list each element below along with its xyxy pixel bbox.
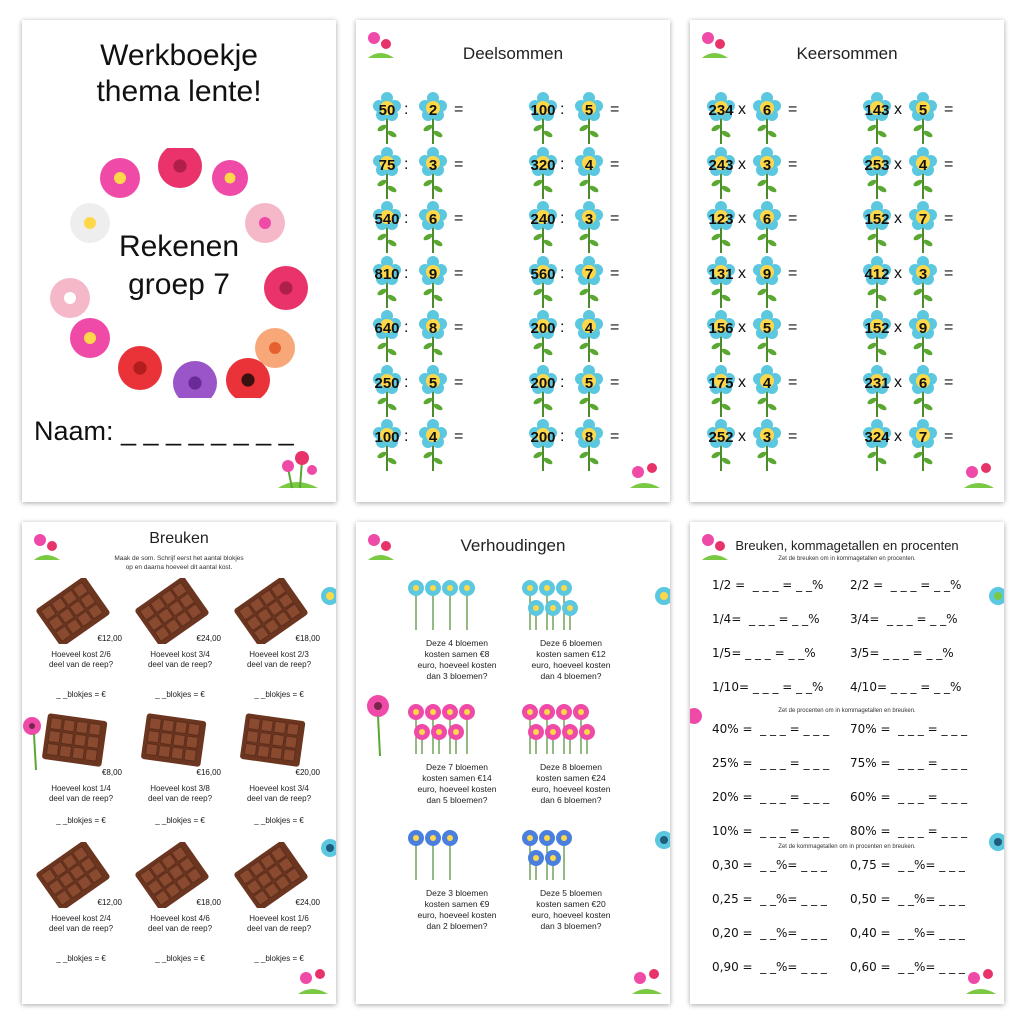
question-line: Deze 8 bloemen	[540, 762, 602, 772]
operand-2: 7	[918, 429, 928, 446]
operator-symbol: x	[894, 155, 902, 173]
equals-symbol: =	[944, 101, 954, 118]
operand-2: 4	[428, 429, 438, 446]
question-line1: Hoeveel kost 1/6	[249, 914, 309, 923]
sum-row	[520, 306, 660, 362]
bar-price: €24,00	[295, 898, 320, 907]
chocolate-exercise	[36, 578, 126, 708]
sum-row	[520, 252, 660, 308]
flower-group-icon	[402, 702, 512, 758]
equals-symbol: =	[454, 264, 464, 282]
conversion-row[interactable]: 1/5= _ _ _ = _ _%	[712, 646, 816, 660]
equals-symbol: =	[944, 155, 954, 173]
operator-symbol: :	[404, 210, 409, 227]
question-line: kosten samen €12	[536, 649, 606, 659]
equals-symbol: =	[788, 319, 798, 336]
operator-symbol: :	[404, 155, 409, 173]
operand-1: 200	[530, 374, 556, 392]
operand-2: 5	[762, 320, 772, 337]
chocolate-exercise	[234, 842, 324, 972]
question-text	[234, 650, 324, 670]
operator-symbol: x	[894, 264, 902, 282]
corner-flowers-icon	[294, 966, 330, 996]
operator-symbol: :	[404, 101, 409, 118]
operand-1: 240	[530, 211, 556, 228]
conversion-row[interactable]: 0,60 = _ _%= _ _ _	[850, 960, 965, 974]
conversion-row[interactable]: 4/10= _ _ _ = _ _%	[850, 680, 962, 694]
operator-symbol: :	[560, 264, 565, 282]
question-line: kosten samen €9	[424, 899, 490, 909]
question-text	[135, 650, 225, 670]
operand-1: 123	[708, 211, 734, 228]
flower-group-icon	[516, 828, 626, 884]
conversion-row[interactable]: 0,40 = _ _%= _ _ _	[850, 926, 965, 940]
operand-1: 412	[864, 265, 890, 283]
question-line: euro, hoeveel kosten	[417, 660, 497, 670]
question-line2: deel van de reep?	[147, 924, 213, 933]
operator-symbol: x	[738, 101, 746, 118]
answer-line[interactable]: _ _blokjes = €	[254, 954, 304, 963]
conversion-row[interactable]: 25% = _ _ _ = _ _ _	[712, 756, 830, 770]
naam-line: Naam: _ _ _ _ _ _ _ _	[34, 416, 294, 446]
operator-symbol: :	[560, 319, 565, 336]
chocolate-exercise	[36, 712, 126, 842]
flower-group-icon	[516, 578, 626, 634]
equals-symbol: =	[944, 428, 954, 445]
operand-2: 6	[762, 102, 772, 119]
flower-group-icon	[402, 578, 512, 634]
question-line1: Hoeveel kost 1/4	[51, 784, 111, 793]
operand-1: 231	[864, 374, 890, 392]
procenten-page	[690, 522, 1004, 1004]
operand-2: 8	[428, 320, 438, 337]
question-line: euro, hoeveel kosten	[531, 660, 611, 670]
side-flower-icon	[22, 712, 46, 772]
sum-row	[364, 143, 504, 199]
question-line: euro, hoeveel kosten	[417, 910, 497, 920]
conversion-row[interactable]: 0,30 = _ _%= _ _ _	[712, 858, 827, 872]
bar-price: €20,00	[295, 768, 320, 777]
operand-2: 4	[918, 156, 928, 174]
cover-page	[22, 20, 336, 502]
operator-symbol: x	[738, 155, 746, 173]
question-line: euro, hoeveel kosten	[417, 784, 497, 794]
side-flower-icon	[646, 826, 670, 862]
question-text	[36, 784, 126, 804]
question-line1: Hoeveel kost 4/6	[150, 914, 210, 923]
operand-2: 4	[584, 156, 594, 174]
question-line2: deel van de reep?	[48, 660, 114, 669]
equals-symbol: =	[610, 155, 620, 173]
operand-2: 7	[918, 211, 928, 228]
operand-1: 810	[374, 265, 400, 283]
instruction-line2: op en daarna hoeveel dit aantal kost.	[125, 564, 233, 571]
operator-symbol: :	[404, 264, 409, 282]
sum-row	[364, 361, 504, 417]
conversion-row[interactable]: 70% = _ _ _ = _ _ _	[850, 722, 968, 736]
operand-1: 320	[530, 156, 556, 174]
question-text	[402, 888, 512, 932]
operator-symbol: :	[404, 428, 409, 445]
equals-symbol: =	[454, 101, 464, 118]
ratio-exercise	[516, 702, 626, 822]
operator-symbol: x	[894, 373, 902, 391]
bar-price: €12,00	[97, 898, 122, 907]
operand-1: 324	[864, 429, 890, 446]
conversion-row[interactable]: 0,75 = _ _%= _ _ _	[850, 858, 965, 872]
conversion-row[interactable]: 0,25 = _ _%= _ _ _	[712, 892, 827, 906]
question-line1: Hoeveel kost 3/8	[150, 784, 210, 793]
question-line: Deze 3 bloemen	[426, 888, 488, 898]
operand-1: 200	[530, 429, 556, 446]
operand-2: 3	[918, 265, 928, 283]
operand-2: 3	[584, 211, 594, 228]
question-line2: deel van de reep?	[246, 794, 312, 803]
equals-symbol: =	[944, 264, 954, 282]
answer-line[interactable]: _ _blokjes = €	[254, 690, 304, 699]
chocolate-exercise	[135, 578, 225, 708]
sum-row	[698, 88, 838, 144]
operator-symbol: :	[404, 373, 409, 391]
equals-symbol: =	[788, 101, 798, 118]
operator-symbol: :	[560, 101, 565, 118]
question-text	[516, 762, 626, 806]
ratio-exercise	[402, 828, 512, 948]
operand-2: 6	[918, 374, 928, 392]
conversion-row[interactable]: 3/5= _ _ _ = _ _%	[850, 646, 954, 660]
sum-row	[364, 88, 504, 144]
equals-symbol: =	[454, 155, 464, 173]
cover-title-line2: thema lente!	[96, 75, 262, 108]
conversion-row[interactable]: 20% = _ _ _ = _ _ _	[712, 790, 830, 804]
section-instruction-3: Zet de kommagetallen om in procenten en breuken.	[778, 844, 916, 850]
flower-group-icon	[516, 702, 626, 758]
conversion-row[interactable]: 75% = _ _ _ = _ _ _	[850, 756, 968, 770]
operand-2: 9	[428, 265, 438, 283]
operand-1: 156	[708, 320, 734, 337]
question-line2: deel van de reep?	[246, 660, 312, 669]
conversion-row[interactable]: 0,20 = _ _%= _ _ _	[712, 926, 827, 940]
sum-row	[698, 415, 838, 471]
operator-symbol: :	[404, 319, 409, 336]
equals-symbol: =	[610, 210, 620, 227]
operand-1: 50	[378, 102, 396, 119]
answer-line[interactable]: _ _blokjes = €	[254, 816, 304, 825]
operand-2: 6	[762, 211, 772, 228]
ratio-exercise	[402, 578, 512, 698]
conversion-row[interactable]: 80% = _ _ _ = _ _ _	[850, 824, 968, 838]
page-title: Breuken, kommagetallen en procenten	[735, 538, 959, 553]
equals-symbol: =	[610, 101, 620, 118]
operator-symbol: :	[560, 428, 565, 445]
question-line: kosten samen €8	[424, 649, 490, 659]
side-flower-icon	[646, 582, 670, 618]
equals-symbol: =	[454, 210, 464, 227]
cover-subtitle	[22, 228, 336, 304]
question-text	[36, 650, 126, 670]
operand-2: 9	[918, 320, 928, 337]
question-line2: deel van de reep?	[147, 794, 213, 803]
conversion-row[interactable]: 0,50 = _ _%= _ _ _	[850, 892, 965, 906]
operator-symbol: x	[738, 319, 746, 336]
conversion-row[interactable]: 2/2 = _ _ _ = _ _%	[850, 578, 962, 592]
question-text	[36, 914, 126, 934]
operator-symbol: :	[560, 210, 565, 227]
operand-2: 5	[584, 102, 594, 119]
side-flower-icon	[312, 834, 336, 864]
operand-1: 540	[374, 211, 400, 228]
sum-row	[854, 306, 994, 362]
operand-1: 152	[864, 211, 890, 228]
operand-2: 6	[428, 211, 438, 228]
equals-symbol: =	[610, 319, 620, 336]
ratio-exercise	[516, 578, 626, 698]
answer-line[interactable]: _ _blokjes = €	[56, 954, 106, 963]
question-text	[402, 638, 512, 682]
equals-symbol: =	[610, 428, 620, 445]
conversion-row[interactable]: 1/4= _ _ _ = _ _%	[712, 612, 820, 626]
question-line: kosten samen €20	[536, 899, 606, 909]
ratio-exercise	[402, 702, 512, 822]
cover-title-line1: Werkboekje	[100, 39, 258, 72]
sum-row	[854, 143, 994, 199]
sum-row	[520, 88, 660, 144]
sum-row	[698, 143, 838, 199]
operand-1: 234	[708, 102, 734, 119]
sum-row	[520, 143, 660, 199]
conversion-row[interactable]: 0,90 = _ _%= _ _ _	[712, 960, 827, 974]
page-title: Keersommen	[796, 44, 898, 63]
conversion-row[interactable]: 10% = _ _ _ = _ _ _	[712, 824, 830, 838]
operand-2: 4	[584, 320, 594, 337]
side-flower-icon	[980, 582, 1004, 618]
operator-symbol: x	[738, 428, 746, 445]
sum-row	[698, 197, 838, 253]
operand-2: 5	[584, 374, 594, 392]
equals-symbol: =	[944, 210, 954, 227]
question-text	[516, 888, 626, 932]
question-text	[516, 638, 626, 682]
operator-symbol: x	[738, 264, 746, 282]
operand-1: 253	[864, 156, 890, 174]
question-line2: deel van de reep?	[48, 924, 114, 933]
operand-2: 3	[762, 156, 772, 174]
operand-2: 2	[428, 102, 438, 119]
answer-line[interactable]: _ _blokjes = €	[56, 816, 106, 825]
question-line2: deel van de reep?	[48, 794, 114, 803]
chocolate-exercise	[135, 712, 225, 842]
bar-price: €16,00	[196, 768, 221, 777]
sum-row	[854, 252, 994, 308]
page-title: Deelsommen	[462, 44, 564, 63]
question-line: euro, hoeveel kosten	[531, 910, 611, 920]
question-line: euro, hoeveel kosten	[531, 784, 611, 794]
cover-title	[22, 38, 336, 110]
conversion-row[interactable]: 1/10= _ _ _ = _ _%	[712, 680, 824, 694]
sum-row	[520, 361, 660, 417]
operator-symbol: x	[738, 210, 746, 227]
operand-2: 8	[584, 429, 594, 446]
question-line1: Hoeveel kost 2/3	[249, 650, 309, 659]
question-text	[402, 762, 512, 806]
flower-bouquet-icon	[268, 448, 324, 492]
question-text	[234, 784, 324, 804]
side-flower-icon	[364, 692, 392, 758]
sum-row	[364, 252, 504, 308]
sum-row	[698, 306, 838, 362]
operand-1: 175	[708, 374, 734, 392]
cover-subtitle-line2: groep 7	[128, 268, 230, 301]
bar-price: €18,00	[196, 898, 221, 907]
question-line1: Hoeveel kost 3/4	[249, 784, 309, 793]
page-title: Breuken	[149, 530, 209, 547]
question-text	[234, 914, 324, 934]
operator-symbol: x	[894, 101, 902, 118]
corner-flowers-icon	[626, 460, 662, 490]
operand-1: 200	[530, 320, 556, 337]
chocolate-exercise	[234, 578, 324, 708]
operand-1: 100	[374, 429, 400, 446]
question-line: Deze 5 bloemen	[540, 888, 602, 898]
equals-symbol: =	[944, 319, 954, 336]
deelsommen-page	[356, 20, 670, 502]
sum-row	[364, 197, 504, 253]
conversion-row[interactable]: 60% = _ _ _ = _ _ _	[850, 790, 968, 804]
operator-symbol: x	[894, 210, 902, 227]
operand-1: 243	[708, 156, 734, 174]
equals-symbol: =	[788, 428, 798, 445]
equals-symbol: =	[454, 319, 464, 336]
operand-1: 143	[864, 102, 890, 119]
question-line: dan 4 bloemen?	[540, 671, 602, 681]
operand-1: 250	[374, 374, 400, 392]
equals-symbol: =	[610, 264, 620, 282]
operand-2: 9	[762, 265, 772, 283]
sum-row	[698, 361, 838, 417]
equals-symbol: =	[610, 373, 620, 391]
operand-2: 3	[762, 429, 772, 446]
operand-1: 75	[378, 156, 396, 174]
question-line2: deel van de reep?	[246, 924, 312, 933]
operand-2: 5	[428, 374, 438, 392]
sum-row	[854, 88, 994, 144]
operator-symbol: x	[894, 428, 902, 445]
question-line: kosten samen €14	[422, 773, 492, 783]
corner-flowers-icon	[962, 966, 998, 996]
operand-1: 252	[708, 429, 734, 446]
bar-price: €18,00	[295, 634, 320, 643]
side-flower-icon	[690, 702, 706, 732]
operator-symbol: :	[560, 155, 565, 173]
corner-flowers-icon	[960, 460, 996, 490]
answer-line[interactable]: _ _blokjes = €	[155, 954, 205, 963]
sum-row	[520, 197, 660, 253]
section-instruction-1: Zet de breuken om in kommagetallen en procenten.	[778, 556, 916, 562]
operand-2: 7	[584, 265, 594, 283]
answer-line[interactable]: _ _blokjes = €	[155, 690, 205, 699]
side-flower-icon	[312, 582, 336, 616]
conversion-row[interactable]: 1/2 = _ _ _ = _ _%	[712, 578, 824, 592]
equals-symbol: =	[788, 210, 798, 227]
corner-flowers-icon	[628, 966, 664, 996]
question-line1: Hoeveel kost 2/6	[51, 650, 111, 659]
equals-symbol: =	[944, 373, 954, 391]
bar-price: €8,00	[101, 768, 122, 777]
question-line: dan 3 bloemen?	[540, 921, 602, 931]
question-line: dan 6 bloemen?	[540, 795, 602, 805]
question-line1: Hoeveel kost 2/4	[51, 914, 111, 923]
operator-symbol: :	[560, 373, 565, 391]
question-line: Deze 6 bloemen	[540, 638, 602, 648]
sum-row	[364, 306, 504, 362]
equals-symbol: =	[788, 373, 798, 391]
answer-line[interactable]: _ _blokjes = €	[155, 816, 205, 825]
bar-price: €24,00	[196, 634, 221, 643]
keersommen-page	[690, 20, 1004, 502]
page-title: Verhoudingen	[460, 536, 566, 555]
question-line: dan 3 bloemen?	[426, 671, 488, 681]
operand-2: 4	[762, 374, 772, 392]
sum-row	[854, 361, 994, 417]
sum-row	[364, 415, 504, 471]
question-text	[135, 784, 225, 804]
equals-symbol: =	[454, 373, 464, 391]
operator-symbol: x	[738, 373, 746, 391]
operand-1: 560	[530, 265, 556, 283]
question-line: Deze 7 bloemen	[426, 762, 488, 772]
operand-1: 100	[530, 102, 556, 119]
section-instruction-2: Zet de procenten om in kommagetallen en breuken.	[778, 708, 916, 714]
operand-1: 131	[708, 265, 734, 283]
ratio-exercise	[516, 828, 626, 948]
answer-line[interactable]: _ _blokjes = €	[56, 690, 106, 699]
sum-row	[854, 197, 994, 253]
operand-2: 3	[428, 156, 438, 174]
operand-1: 152	[864, 320, 890, 337]
chocolate-exercise	[234, 712, 324, 842]
question-line: Deze 4 bloemen	[426, 638, 488, 648]
operator-symbol: x	[894, 319, 902, 336]
verhoudingen-page	[356, 522, 670, 1004]
equals-symbol: =	[454, 428, 464, 445]
question-line2: deel van de reep?	[147, 660, 213, 669]
question-line: dan 2 bloemen?	[426, 921, 488, 931]
cover-subtitle-line1: Rekenen	[118, 230, 240, 263]
bar-price: €12,00	[97, 634, 122, 643]
side-flower-icon	[980, 828, 1004, 864]
chocolate-exercise	[135, 842, 225, 972]
question-line: dan 5 bloemen?	[426, 795, 488, 805]
equals-symbol: =	[788, 155, 798, 173]
instruction	[22, 554, 336, 572]
breuken-page	[22, 522, 336, 1004]
chocolate-exercise	[36, 842, 126, 972]
operand-1: 640	[374, 320, 400, 337]
flower-group-icon	[402, 828, 512, 884]
question-text	[135, 914, 225, 934]
question-line1: Hoeveel kost 3/4	[150, 650, 210, 659]
operand-2: 5	[918, 102, 928, 119]
instruction-line1: Maak de som. Schrijf eerst het aantal blokjes	[114, 555, 244, 562]
sum-row	[698, 252, 838, 308]
conversion-row[interactable]: 3/4= _ _ _ = _ _%	[850, 612, 958, 626]
conversion-row[interactable]: 40% = _ _ _ = _ _ _	[712, 722, 830, 736]
equals-symbol: =	[788, 264, 798, 282]
question-line: kosten samen €24	[536, 773, 606, 783]
